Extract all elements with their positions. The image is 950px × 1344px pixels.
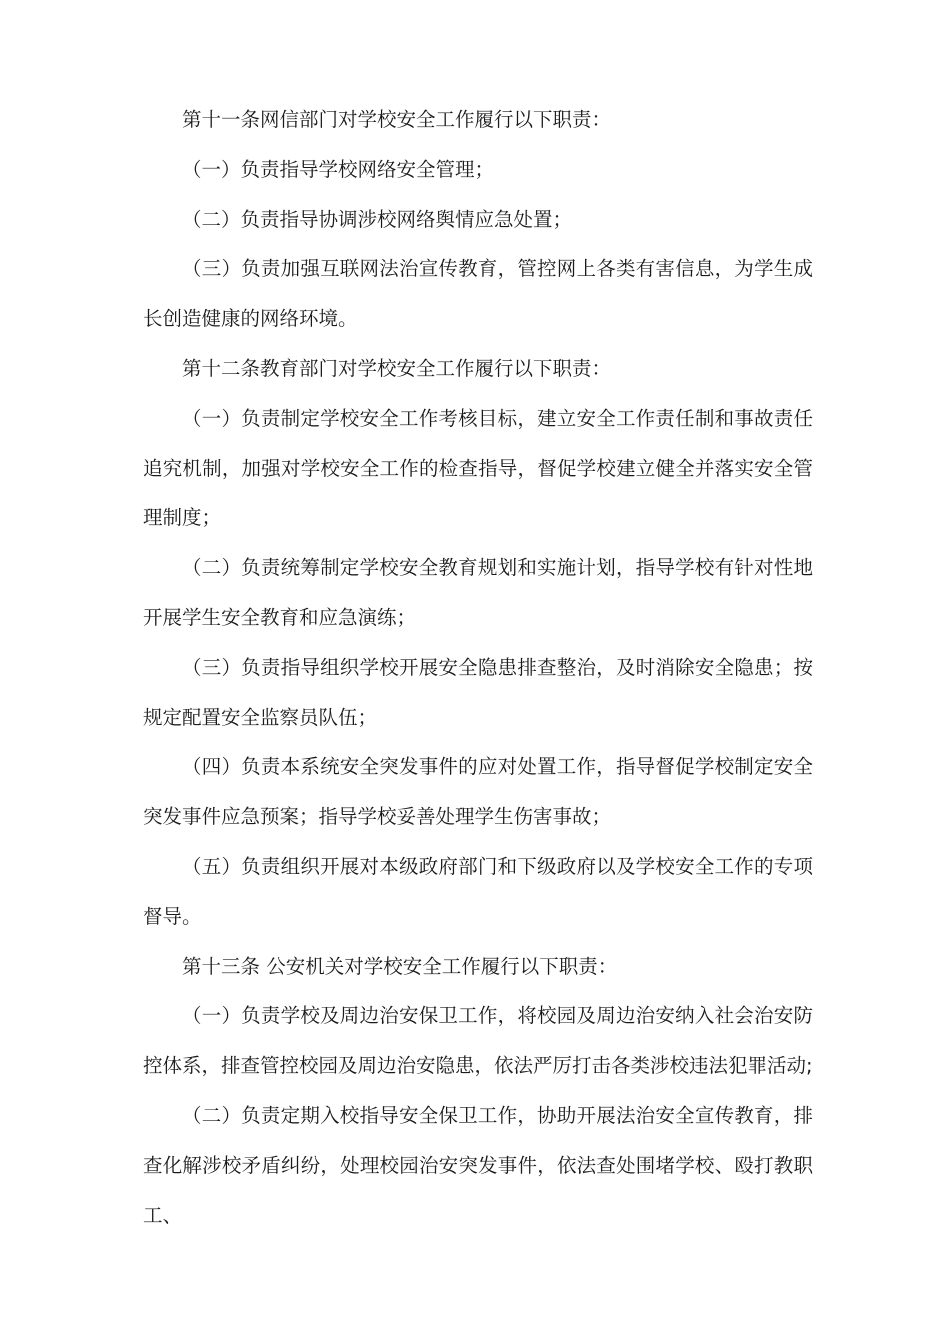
document-body bbox=[143, 95, 813, 1240]
article-11-item-3: （三）负责加强互联网法治宣传教育，管控网上各类有害信息，为学生成长创造健康的网络环境。 bbox=[143, 257, 813, 331]
article-12-heading: 第十二条教育部门对学校安全工作履行以下职责： bbox=[182, 356, 612, 380]
article-12-item-1: （一）负责制定学校安全工作考核目标，建立安全工作责任制和事故责任追究机制，加强对学校安全工作的检查指导，督促学校建立健全并落实安全管理制度； bbox=[143, 406, 813, 530]
article-12-item-3: （三）负责指导组织学校开展安全隐患排查整治，及时消除安全隐患；按规定配置安全监察员队伍； bbox=[143, 655, 813, 729]
article-13-heading: 第十三条 公安机关对学校安全工作履行以下职责： bbox=[182, 954, 618, 978]
article-13-item-2: （二）负责定期入校指导安全保卫工作，协助开展法治安全宣传教育，排查化解涉校矛盾纠纷，处理校园治安突发事件，依法查处围堵学校、殴打教职工、 bbox=[143, 1103, 813, 1227]
article-11-item-2: （二）负责指导协调涉校网络舆情应急处置； bbox=[182, 207, 573, 231]
article-11-item-1: （一）负责指导学校网络安全管理； bbox=[182, 157, 495, 181]
article-11-heading: 第十一条网信部门对学校安全工作履行以下职责： bbox=[182, 108, 612, 131]
article-12-item-5: （五）负责组织开展对本级政府部门和下级政府以及学校安全工作的专项督导。 bbox=[143, 854, 813, 928]
article-13-item-1: （一）负责学校及周边治安保卫工作，将校园及周边治安纳入社会治安防控体系，排查管控校园及周边治安隐患，依法严厉打击各类涉校违法犯罪活动; bbox=[143, 1004, 813, 1078]
article-12-item-4: （四）负责本系统安全突发事件的应对处置工作，指导督促学校制定安全突发事件应急预案；指导学校妥善处理学生伤害事故； bbox=[143, 755, 813, 829]
article-12-item-2: （二）负责统筹制定学校安全教育规划和实施计划，指导学校有针对性地开展学生安全教育和应急演练； bbox=[143, 556, 813, 629]
